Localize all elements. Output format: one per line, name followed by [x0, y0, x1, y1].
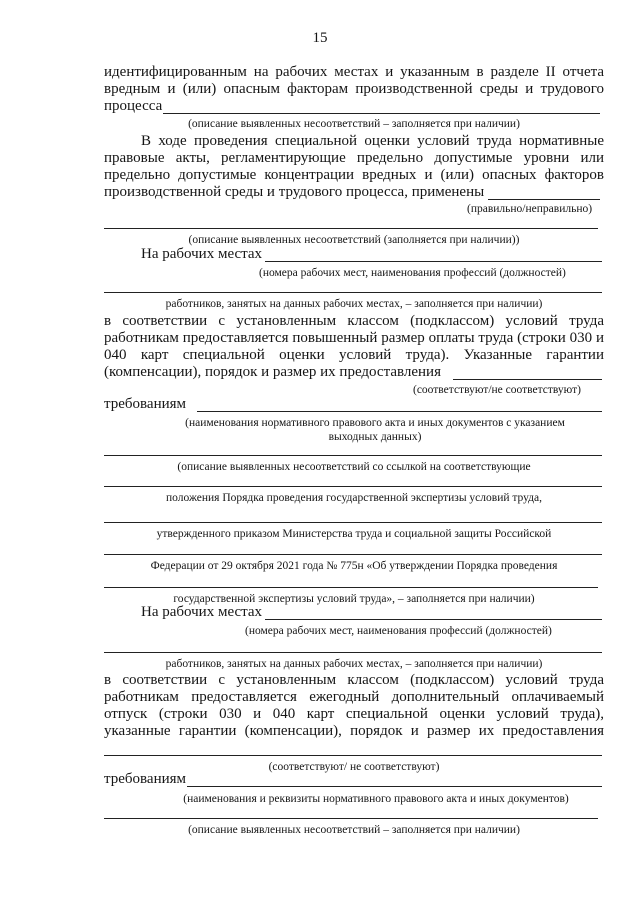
- field-caption: (наименования нормативного правового акта и иных документов с указанием: [185, 417, 565, 429]
- field-caption: (описание выявленных несоответствий – заполняется при наличии): [188, 118, 520, 130]
- paragraph-line: вредным и (или) опасным факторам производственной среды и трудового: [104, 81, 604, 97]
- fill-in-line[interactable]: [104, 818, 598, 819]
- paragraph-line: отпуск (строки 030 и 040 карт специальной оценки условий труда),: [104, 706, 604, 722]
- fill-in-line[interactable]: [104, 228, 598, 229]
- field-caption: утвержденного приказом Министерства труда и социальной защиты Российской: [156, 528, 552, 540]
- field-caption: (описание выявленных несоответствий со ссылкой на соответствующие: [177, 461, 531, 473]
- paragraph-line: 040 карт специальной оценки условий труда). Указанные гарантии: [104, 347, 604, 363]
- paragraph-line: работникам предоставляется ежегодный дополнительный оплачиваемый: [104, 689, 604, 705]
- field-caption: (описание выявленных несоответствий – заполняется при наличии): [188, 824, 520, 836]
- fill-in-line[interactable]: [104, 292, 602, 293]
- fill-in-line[interactable]: [163, 113, 600, 114]
- field-caption: (описание выявленных несоответствий (заполняется при наличии)): [188, 234, 520, 246]
- paragraph-line: процесса: [104, 98, 163, 114]
- field-caption: (соответствуют/ не соответствуют): [268, 761, 440, 773]
- fill-in-line[interactable]: [104, 755, 602, 756]
- fill-in-line[interactable]: [104, 587, 598, 588]
- fill-in-line[interactable]: [104, 652, 602, 653]
- paragraph-line: (компенсации), порядок и размер их предоставления: [104, 364, 441, 380]
- field-caption: (соответствуют/не соответствуют): [413, 384, 581, 396]
- paragraph-line: в соответствии с установленным классом (подклассом) условий труда: [104, 313, 604, 329]
- requirements-label: требованиям: [104, 771, 187, 787]
- fill-in-line[interactable]: [265, 261, 602, 262]
- fill-in-line[interactable]: [104, 455, 602, 456]
- fill-in-line[interactable]: [453, 379, 602, 380]
- paragraph-line: идентифицированным на рабочих местах и указанным в разделе II отчета: [104, 64, 604, 80]
- field-caption: государственной экспертизы условий труда», – заполняется при наличии): [173, 593, 535, 605]
- fill-in-line[interactable]: [104, 486, 602, 487]
- fill-in-line[interactable]: [187, 786, 602, 787]
- requirements-label: требованиям: [104, 396, 187, 412]
- field-caption: (наименования и реквизиты нормативного правового акта и иных документов): [183, 793, 569, 805]
- field-caption: (правильно/неправильно): [467, 203, 593, 215]
- paragraph-line: правовые акты, регламентирующие предельно допустимые уровни или: [104, 150, 604, 166]
- field-caption: Федерации от 29 октября 2021 года № 775н «Об утверждении Порядка проведения: [150, 560, 558, 572]
- paragraph-line: предельно допустимые концентрации вредных и (или) опасных факторов: [104, 167, 604, 183]
- page-number: 15: [312, 30, 328, 46]
- paragraph-line: В ходе проведения специальной оценки условий труда нормативные: [141, 133, 604, 149]
- field-caption: выходных данных): [328, 431, 422, 443]
- field-caption: положения Порядка проведения государственной экспертизы условий труда,: [166, 492, 542, 504]
- field-caption: (номера рабочих мест, наименования профессий (должностей): [245, 625, 552, 637]
- section-heading: На рабочих местах: [141, 604, 263, 620]
- fill-in-line[interactable]: [488, 199, 600, 200]
- paragraph-line: производственной среды и трудового процесса, применены: [104, 184, 485, 200]
- fill-in-line[interactable]: [104, 554, 602, 555]
- field-caption: (номера рабочих мест, наименования профессий (должностей): [259, 267, 566, 279]
- fill-in-line[interactable]: [104, 522, 602, 523]
- section-heading: На рабочих местах: [141, 246, 263, 262]
- field-caption: работников, занятых на данных рабочих местах, – заполняется при наличии): [165, 298, 543, 310]
- fill-in-line[interactable]: [265, 619, 602, 620]
- paragraph-line: указанные гарантии (компенсации), порядок и размер их предоставления: [104, 723, 604, 739]
- paragraph-line: работникам предоставляется повышенный размер оплаты труда (строки 030 и: [104, 330, 604, 346]
- field-caption: работников, занятых на данных рабочих местах, – заполняется при наличии): [165, 658, 543, 670]
- paragraph-line: в соответствии с установленным классом (подклассом) условий труда: [104, 672, 604, 688]
- fill-in-line[interactable]: [197, 411, 602, 412]
